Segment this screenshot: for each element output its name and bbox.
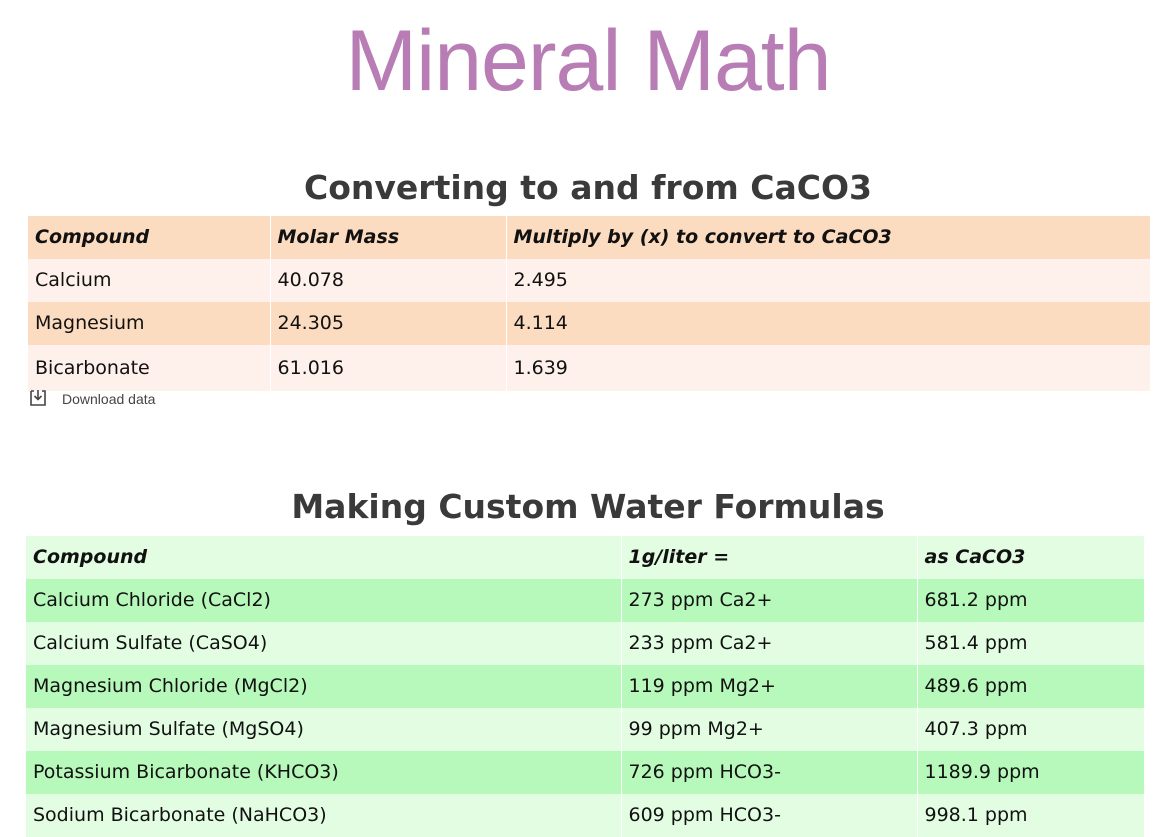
- table-row: [26, 794, 1144, 837]
- table-cell: 1189.9 ppm: [917, 751, 1144, 794]
- table-cell: Magnesium: [28, 302, 270, 345]
- column-header-per-liter[interactable]: 1g/liter =: [621, 536, 917, 579]
- page-title: Mineral Math: [345, 13, 831, 109]
- column-header-compound[interactable]: Compound: [28, 216, 270, 259]
- download-icon: [28, 388, 62, 411]
- column-header-multiplier[interactable]: Multiply by (x) to convert to CaCO3: [506, 216, 1150, 259]
- table-cell: 233 ppm Ca2+: [621, 622, 917, 665]
- column-header-molar-mass[interactable]: Molar Mass: [270, 216, 506, 259]
- table-row: [26, 579, 1144, 622]
- caco3-table: [28, 216, 1151, 391]
- section-title-formulas: Making Custom Water Formulas: [291, 487, 885, 526]
- table-cell: 609 ppm HCO3-: [621, 794, 917, 837]
- table-row: [26, 622, 1144, 665]
- table-cell: 40.078: [270, 259, 506, 302]
- table-cell: 581.4 ppm: [917, 622, 1144, 665]
- table-cell: Calcium Chloride (CaCl2): [26, 579, 621, 622]
- table-cell: Sodium Bicarbonate (NaHCO3): [26, 794, 621, 837]
- table-row: [26, 708, 1144, 751]
- table-header-row: [28, 216, 1150, 259]
- table-cell: 4.114: [506, 302, 1150, 345]
- table-cell: Calcium Sulfate (CaSO4): [26, 622, 621, 665]
- table-cell: Magnesium Chloride (MgCl2): [26, 665, 621, 708]
- table-cell: 681.2 ppm: [917, 579, 1144, 622]
- table-row: [28, 259, 1150, 302]
- table-cell: 407.3 ppm: [917, 708, 1144, 751]
- column-header-as-caco3[interactable]: as CaCO3: [917, 536, 1144, 579]
- table-cell: 726 ppm HCO3-: [621, 751, 917, 794]
- table-cell: Potassium Bicarbonate (KHCO3): [26, 751, 621, 794]
- section-title-caco3: Converting to and from CaCO3: [304, 168, 872, 207]
- table-cell: 61.016: [270, 345, 506, 391]
- table-cell: 2.495: [506, 259, 1150, 302]
- table-row: [26, 665, 1144, 708]
- table-cell: Bicarbonate: [28, 345, 270, 391]
- download-data-label: Download data: [62, 391, 156, 407]
- table-cell: 119 ppm Mg2+: [621, 665, 917, 708]
- table-cell: Calcium: [28, 259, 270, 302]
- table-cell: 1.639: [506, 345, 1150, 391]
- formulas-table: [26, 536, 1145, 837]
- table-cell: 24.305: [270, 302, 506, 345]
- table-cell: 489.6 ppm: [917, 665, 1144, 708]
- column-header-compound[interactable]: Compound: [26, 536, 621, 579]
- table-row: [28, 302, 1150, 345]
- table-row: [26, 751, 1144, 794]
- download-data-button[interactable]: [28, 389, 155, 409]
- table-cell: Magnesium Sulfate (MgSO4): [26, 708, 621, 751]
- table-cell: 998.1 ppm: [917, 794, 1144, 837]
- table-row: [28, 345, 1150, 391]
- table-header-row: [26, 536, 1144, 579]
- table-cell: 273 ppm Ca2+: [621, 579, 917, 622]
- table-cell: 99 ppm Mg2+: [621, 708, 917, 751]
